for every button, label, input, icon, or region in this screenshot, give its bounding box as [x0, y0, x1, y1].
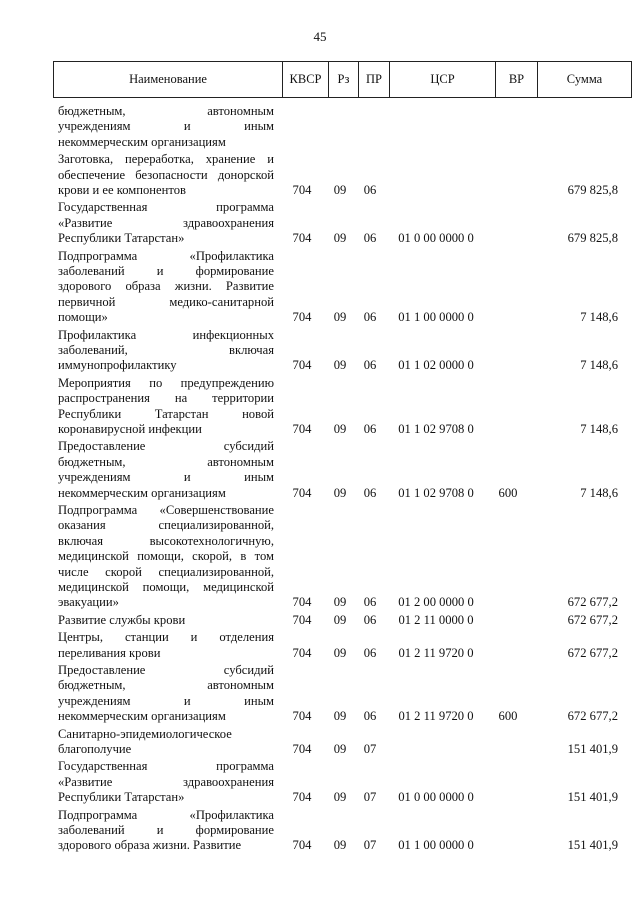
row-name [58, 808, 274, 854]
row-kvsr: 704 [292, 595, 312, 610]
row-kvsr: 704 [292, 231, 312, 246]
row-rz: 09 [333, 645, 347, 660]
table-row [0, 759, 640, 805]
row-name-line: крови и ее компонентов [58, 183, 186, 197]
row-name-line: оказания специализированной, [58, 518, 274, 533]
row-name-line: Центры, станции и отделения [58, 630, 274, 645]
row-vr: 600 [498, 709, 518, 724]
col-header-sum: Сумма [538, 62, 632, 98]
row-sum: 151 401,9 [567, 790, 618, 805]
table-row [0, 249, 640, 326]
row-rz: 09 [333, 709, 347, 724]
row-csr: 01 2 11 9720 0 [398, 709, 474, 724]
row-sum: 672 677,2 [567, 709, 618, 724]
row-sum: 7 148,6 [580, 485, 618, 500]
row-pr: 07 [363, 741, 377, 756]
row-name-line: Профилактика инфекционных [58, 327, 274, 342]
col-header-name: Наименование [54, 62, 283, 98]
row-csr: 01 1 00 0000 0 [398, 838, 474, 853]
row-name [58, 613, 274, 628]
row-name-line: учреждениям и иным [58, 119, 274, 134]
row-pr: 07 [363, 838, 377, 853]
row-name [58, 376, 274, 438]
row-pr: 06 [363, 612, 377, 627]
row-pr: 06 [363, 310, 377, 325]
row-name-line: числе скорой специализированной, [58, 564, 274, 579]
table-row [0, 663, 640, 725]
row-name-line: Подпрограмма «Совершенствование [58, 503, 274, 517]
row-name-line: некоммерческим организациям [58, 485, 226, 500]
table-row [0, 439, 640, 501]
row-sum: 679 825,8 [567, 231, 618, 246]
row-kvsr: 704 [292, 310, 312, 325]
row-name-line: «Развитие здравоохранения [58, 215, 274, 230]
row-pr: 06 [363, 645, 377, 660]
col-header-rz: Рз [329, 62, 359, 98]
row-name-line: Предоставление субсидий [58, 439, 274, 454]
table-row [0, 613, 640, 628]
row-name [58, 200, 274, 246]
row-csr: 01 1 02 0000 0 [398, 358, 474, 373]
row-name-line: Развитие службы крови [58, 612, 186, 627]
row-name-line: помощи» [58, 310, 108, 325]
row-name-line: распространения на территории [58, 391, 274, 406]
row-sum: 7 148,6 [580, 421, 618, 436]
row-rz: 09 [333, 358, 347, 373]
row-kvsr: 704 [292, 741, 312, 756]
col-header-csr: ЦСР [390, 62, 496, 98]
table-row [0, 328, 640, 374]
row-name-line: благополучие [58, 742, 132, 756]
row-name [58, 439, 274, 501]
row-name [58, 152, 274, 198]
row-name [58, 249, 274, 326]
row-name-line: некоммерческим организациям [58, 709, 226, 724]
row-name-line: Государственная программа [58, 200, 274, 215]
row-name-line: заболеваний, включая [58, 343, 274, 357]
row-name-line: коронавирусной инфекции [58, 422, 202, 437]
row-name-line: первичной медико-санитарной [58, 294, 274, 309]
table-row [0, 808, 640, 854]
row-name-line: Республики Татарстан» [58, 790, 185, 805]
row-name [58, 663, 274, 725]
col-header-kvsr: КВСР [283, 62, 329, 98]
row-name-line: учреждениям и иным [58, 470, 274, 485]
row-name-line: медицинской помощи, скорой, в том [58, 549, 274, 564]
row-name-line: переливания крови [58, 645, 161, 660]
table-row [0, 104, 640, 150]
row-pr: 06 [363, 421, 377, 436]
row-kvsr: 704 [292, 182, 312, 197]
row-sum: 672 677,2 [567, 612, 618, 627]
row-name-line: здорового образа жизни. Развитие [58, 838, 242, 853]
row-name-line: здорового образа жизни. Развитие [58, 279, 274, 294]
table-row [0, 200, 640, 246]
row-name-line: включая высокотехнологичную, [58, 533, 274, 548]
row-sum: 679 825,8 [567, 182, 618, 197]
row-name-line: эвакуации» [58, 595, 119, 610]
row-pr: 06 [363, 358, 377, 373]
row-name-line: Санитарно-эпидемиологическое [58, 726, 232, 741]
row-kvsr: 704 [292, 790, 312, 805]
row-sum: 672 677,2 [567, 595, 618, 610]
row-rz: 09 [333, 421, 347, 436]
row-name-line: медицинской помощи, медицинской [58, 580, 274, 595]
row-name-line: заболеваний и формирование [58, 264, 274, 278]
page-number: 45 [313, 29, 327, 44]
row-pr: 07 [363, 790, 377, 805]
row-name-line: Предоставление субсидий [58, 663, 274, 677]
row-sum: 151 401,9 [567, 741, 618, 756]
row-pr: 06 [363, 595, 377, 610]
row-name [58, 630, 274, 661]
row-name-line: учреждениям и иным [58, 693, 274, 708]
row-name-line: иммунопрофилактику [58, 358, 177, 373]
row-csr: 01 0 00 0000 0 [398, 231, 474, 246]
row-csr: 01 2 11 9720 0 [398, 645, 474, 660]
row-name-line: бюджетным, автономным [58, 454, 274, 469]
row-name-line: обеспечение безопасности донорской [58, 167, 274, 182]
row-name-line: Мероприятия по предупреждению [58, 375, 274, 390]
row-kvsr: 704 [292, 838, 312, 853]
row-pr: 06 [363, 709, 377, 724]
row-kvsr: 704 [292, 358, 312, 373]
row-sum: 7 148,6 [580, 310, 618, 325]
row-rz: 09 [333, 310, 347, 325]
row-sum: 7 148,6 [580, 358, 618, 373]
row-pr: 06 [363, 182, 377, 197]
col-header-pr: ПР [359, 62, 390, 98]
row-name-line: заболеваний и формирование [58, 823, 274, 837]
row-name-line: Подпрограмма «Профилактика [58, 248, 274, 263]
row-rz: 09 [333, 741, 347, 756]
row-name-line: Республики Татарстан новой [58, 406, 274, 421]
row-name-line: бюджетным, автономным [58, 678, 274, 693]
row-name [58, 759, 274, 805]
table-row [0, 376, 640, 438]
row-name [58, 727, 274, 758]
row-name-line: Республики Татарстан» [58, 231, 185, 246]
row-name [58, 328, 274, 374]
row-rz: 09 [333, 231, 347, 246]
row-name [58, 104, 274, 150]
row-kvsr: 704 [292, 421, 312, 436]
row-name-line: некоммерческим организациям [58, 134, 226, 149]
row-rz: 09 [333, 790, 347, 805]
row-sum: 672 677,2 [567, 645, 618, 660]
row-kvsr: 704 [292, 612, 312, 627]
row-csr: 01 1 02 9708 0 [398, 485, 474, 500]
row-name-line: «Развитие здравоохранения [58, 774, 274, 789]
row-csr: 01 2 00 0000 0 [398, 595, 474, 610]
row-name [58, 503, 274, 611]
row-kvsr: 704 [292, 485, 312, 500]
row-pr: 06 [363, 231, 377, 246]
row-rz: 09 [333, 595, 347, 610]
row-kvsr: 704 [292, 645, 312, 660]
table-row [0, 630, 640, 661]
table-row [0, 152, 640, 198]
row-pr: 06 [363, 485, 377, 500]
table-row [0, 727, 640, 758]
row-name-line: Государственная программа [58, 759, 274, 774]
row-vr: 600 [498, 485, 518, 500]
table-row [0, 503, 640, 611]
row-rz: 09 [333, 182, 347, 197]
row-csr: 01 1 00 0000 0 [398, 310, 474, 325]
row-name-line: бюджетным, автономным [58, 104, 274, 118]
row-rz: 09 [333, 485, 347, 500]
row-csr: 01 2 11 0000 0 [398, 612, 474, 627]
row-rz: 09 [333, 838, 347, 853]
row-sum: 151 401,9 [567, 838, 618, 853]
col-header-vr: ВР [496, 62, 538, 98]
row-csr: 01 1 02 9708 0 [398, 421, 474, 436]
table-header [53, 61, 632, 98]
row-name-line: Подпрограмма «Профилактика [58, 807, 274, 822]
row-csr: 01 0 00 0000 0 [398, 790, 474, 805]
row-name-line: Заготовка, переработка, хранение и [58, 152, 274, 167]
row-rz: 09 [333, 612, 347, 627]
row-kvsr: 704 [292, 709, 312, 724]
